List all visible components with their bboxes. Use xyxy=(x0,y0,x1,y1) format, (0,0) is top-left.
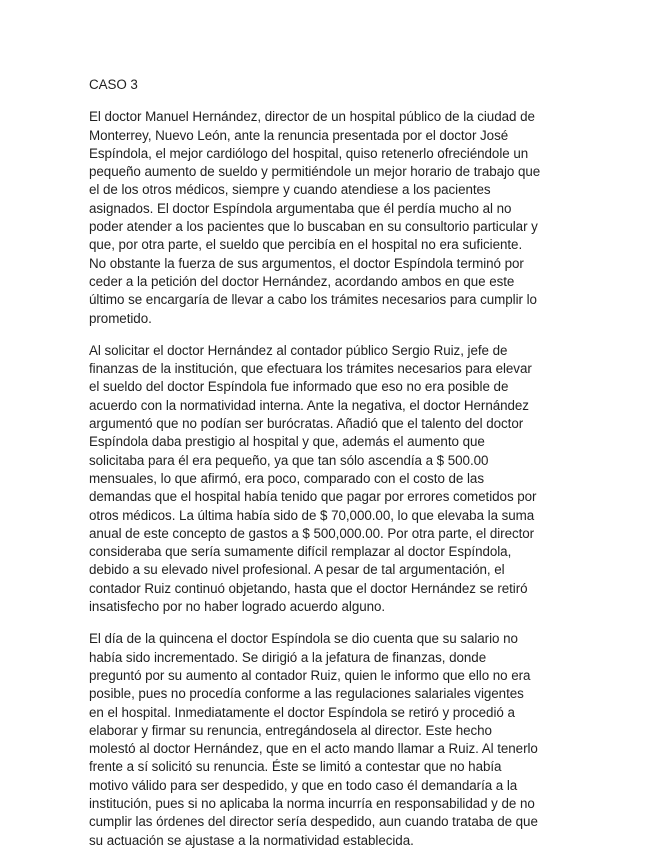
paragraph-line: insatisfecho por no haber logrado acuerdo alguno. xyxy=(89,599,386,615)
paragraph-line: argumentó que no podían ser burócratas. Añadió que el talento del doctor xyxy=(89,416,524,432)
paragraph-line: preguntó por su aumento al contador Ruiz, quien le informo que ello no era xyxy=(89,667,531,683)
paragraph-line: El doctor Manuel Hernández, director de un hospital público de la ciudad de xyxy=(89,109,535,125)
paragraph-line: finanzas de la institución, que efectuara los trámites necesarios para elevar xyxy=(89,361,532,377)
document-body xyxy=(89,76,571,864)
paragraph-line: pequeño aumento de sueldo y permitiéndole un mejor horario de trabajo que xyxy=(89,164,541,180)
paragraph-line: elaborar y firmar su renuncia, entregándosela al director. Este hecho xyxy=(89,722,492,738)
paragraph-line: consideraba que sería sumamente difícil remplazar al doctor Espíndola, xyxy=(89,544,512,560)
paragraph-line: frente a sí solicitó su renuncia. Éste se limitó a contestar que no había xyxy=(89,759,502,775)
paragraph-line: último se encargaría de llevar a cabo los trámites necesarios para cumplir lo xyxy=(89,292,537,308)
paragraph-line: prometido. xyxy=(89,310,152,326)
paragraph-line: Al solicitar el doctor Hernández al contador público Sergio Ruiz, jefe de xyxy=(89,342,508,358)
paragraph-line: debido a su elevado nivel profesional. A pesar de tal argumentación, el xyxy=(89,562,505,578)
paragraph-2 xyxy=(89,342,571,616)
paragraph-line: solicitaba para él era pequeño, ya que tan sólo ascendía a $ 500.00 xyxy=(89,452,489,468)
paragraph-line: anual de este concepto de gastos a $ 500,000.00. Por otra parte, el director xyxy=(89,525,535,541)
paragraph-line: ceder a la petición del doctor Hernández, acordando ambos en que este xyxy=(89,273,515,289)
paragraph-line: otros médicos. La última había sido de $ 70,000.00, lo que elevaba la suma xyxy=(89,507,535,523)
paragraph-line: motivo válido para ser despedido, y que en todo caso él demandaría a la xyxy=(89,777,518,793)
paragraph-line: contador Ruiz continuó objetando, hasta que el doctor Hernández se retiró xyxy=(89,580,528,596)
paragraph-line: su actuación se ajustase a la normatividad establecida. xyxy=(89,832,414,848)
paragraph-line: Monterrey, Nuevo León, ante la renuncia presentada por el doctor José xyxy=(89,127,509,143)
paragraph-line: había sido incrementado. Se dirigió a la jefatura de finanzas, donde xyxy=(89,649,487,665)
paragraph-line: mensuales, lo que afirmó, era poco, comparado con el costo de las xyxy=(89,470,484,486)
paragraph-line: que, por otra parte, el sueldo que percibía en el hospital no era suficiente. xyxy=(89,237,523,253)
paragraph-line: el sueldo del doctor Espíndola fue informado que eso no era posible de xyxy=(89,379,509,395)
paragraph-line: Espíndola daba prestigio al hospital y que, además el aumento que xyxy=(89,434,485,450)
paragraph-line: en el hospital. Inmediatamente el doctor Espíndola se retiró y procedió a xyxy=(89,704,515,720)
paragraph-line: el de los otros médicos, siempre y cuando atendiese a los pacientes xyxy=(89,182,491,198)
paragraph-line: El día de la quincena el doctor Espíndola se dio cuenta que su salario no xyxy=(89,631,518,647)
paragraph-line: cumplir las órdenes del director sería despedido, aun cuando trataba de que xyxy=(89,814,538,830)
paragraph-line: demandas que el hospital había tenido que pagar por errores cometidos por xyxy=(89,489,537,505)
paragraph-line: poder atender a los pacientes que lo buscaban en su consultorio particular y xyxy=(89,219,538,235)
paragraph-line: institución, pues si no aplicaba la norma incurría en responsabilidad y de no xyxy=(89,795,535,811)
paragraph-line: Espíndola, el mejor cardiólogo del hospital, quiso retenerlo ofreciéndole un xyxy=(89,145,529,161)
case-title: CASO 3 xyxy=(89,77,138,92)
paragraph-line: posible, pues no procedía conforme a las regulaciones salariales vigentes xyxy=(89,686,524,702)
paragraph-line: No obstante la fuerza de sus argumentos, el doctor Espíndola terminó por xyxy=(89,255,524,271)
paragraph-1 xyxy=(89,108,571,328)
paragraph-3 xyxy=(89,630,571,850)
paragraph-line: molestó al doctor Hernández, que en el acto mando llamar a Ruiz. Al tenerlo xyxy=(89,741,538,757)
paragraph-line: acuerdo con la normatividad interna. Ante la negativa, el doctor Hernández xyxy=(89,397,529,413)
paragraph-line: asignados. El doctor Espíndola argumentaba que él perdía mucho al no xyxy=(89,200,512,216)
